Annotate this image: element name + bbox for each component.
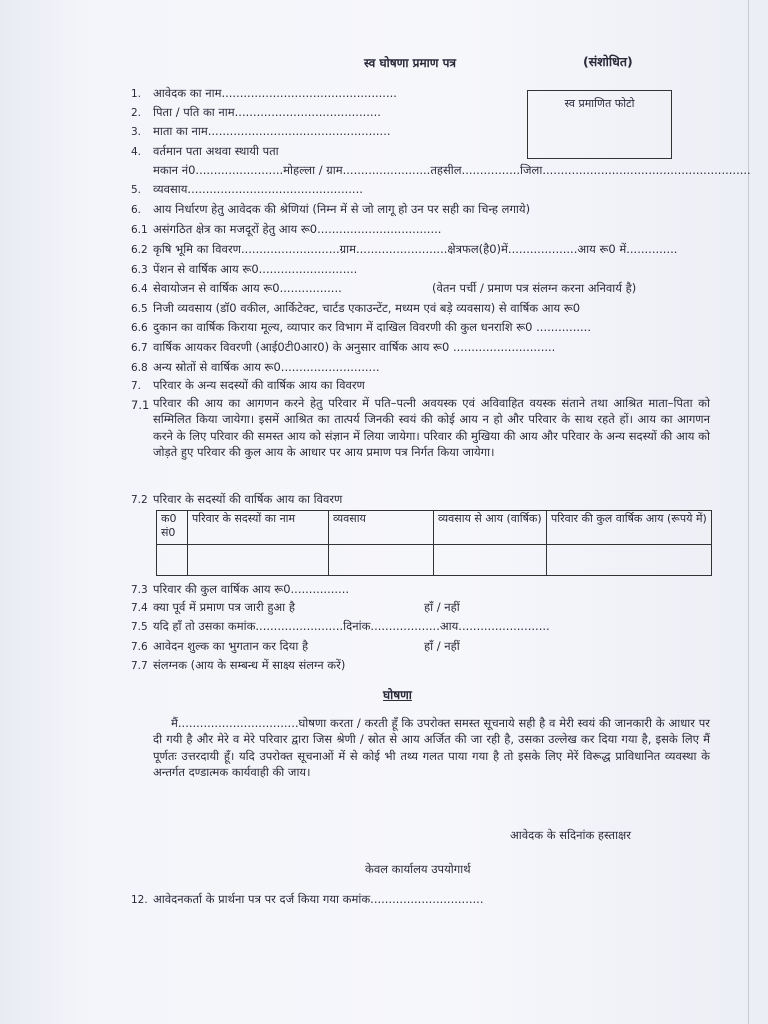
item-7: 7. परिवार के अन्य सदस्यों की वार्षिक आय का विवरण <box>131 378 365 392</box>
item-7-1-num: 7.1 <box>131 398 150 412</box>
col-header-serial: क0 सं0 <box>157 511 188 545</box>
table-cell[interactable] <box>547 545 712 576</box>
document-title: स्व घोषणा प्रमाण पत्र <box>364 56 457 70</box>
item-7-6: 7.6 आवेदन शुल्क का भुगतान कर दिया है <box>131 639 309 653</box>
item-7-4: 7.4 क्या पूर्व में प्रमाण पत्र जारी हुआ है <box>131 600 295 614</box>
table-cell[interactable] <box>157 545 188 576</box>
col-header-occupation: व्यवसाय <box>329 511 434 545</box>
table-cell[interactable] <box>434 545 547 576</box>
photo-box <box>527 90 672 159</box>
col-header-member-name: परिवार के सदस्यों का नाम <box>188 511 329 545</box>
item-6-4-note: (वेतन पर्ची / प्रमाण पत्र संलग्न करना अनिवार्य है) <box>432 281 637 295</box>
applicant-signature-label: आवेदक के सदिनांक हस्ताक्षर <box>510 828 631 842</box>
item-income-categories: 6. आय निर्धारण हेतु आवेदक की श्रेणियां (निम्न में से जो लागू हो उन पर सही का चिन्ह लगाये) <box>131 202 531 216</box>
declaration-text: मैं.................................घोषणा करता / करती हूँ कि उपरोक्त समस्त सूचनाये सही है व मेरी स्वयं की जानकारी के आधार पर दी गयी है और मेरे व मेरे परिवार द्वारा जिस श्रेणी / स्रोत से आय अर्जित की जा रही है, उसका उल्लेख कर दिया गया है, इसके लिए मैं पूर्णतः उत्तरदायी हूँ। यदि उपरोक्त सूचनाओं में से कोई भी तथ्य गलत पाया गया है तो इसके लिए मेरें विरूद्ध प्राविधानित व्यवस्था के अन्तर्गत दण्डात्मक कार्यवाही की जाय। <box>153 716 710 780</box>
item-7-3: 7.3 परिवार की कुल वार्षिक आय रू0................ <box>131 582 349 596</box>
col-header-total-income: परिवार की कुल वार्षिक आय (रूपये में) <box>547 511 712 545</box>
item-6-4: 6.4 सेवायोजन से वार्षिक आय रू0................. <box>131 281 342 295</box>
table-cell[interactable] <box>329 545 434 576</box>
office-use-label: केवल कार्यालय उपयोगार्थ <box>365 862 471 876</box>
item-6-8: 6.8 अन्य स्रोतों से वार्षिक आय रू0........................... <box>131 360 380 374</box>
item-6-7: 6.7 वार्षिक आयकर विवरणी (आई0टी0आर0) के अनुसार वार्षिक आय रू0 ............................ <box>131 340 556 354</box>
page-edge <box>748 0 749 1024</box>
item-7-4-answer: हॉं / नहीं <box>424 600 460 614</box>
item-applicant-name: 1. आवेदक का नाम................................................ <box>131 86 397 100</box>
item-12: 12. आवेदनकर्ता के प्रार्थना पत्र पर दर्ज किया गया कमांक............................... <box>131 892 484 906</box>
table-cell[interactable] <box>188 545 329 576</box>
table-header-row <box>157 511 712 545</box>
item-occupation: 5. व्यवसाय................................................ <box>131 182 363 196</box>
photo-label: स्व प्रमाणित फोटो <box>564 97 635 110</box>
revised-label: (संशोधित) <box>583 54 633 69</box>
item-7-6-answer: हॉं / नहीं <box>424 639 460 653</box>
item-6-6: 6.6 दुकान का वार्षिक किराया मूल्य, व्यापार कर विभाग में दाखिल विवरणी की कुल धनराशि रू0 ............... <box>131 320 591 334</box>
item-6-3: 6.3 पेंशन से वार्षिक आय रू0........................... <box>131 262 358 276</box>
item-6-1: 6.1 असंगठित क्षेत्र का मजदूरों हेतु आय रू0.................................. <box>131 222 442 236</box>
declaration-heading: घोषणा <box>383 688 412 702</box>
item-mother-name: 3. माता का नाम.................................................. <box>131 124 391 138</box>
item-7-7: 7.7 संलग्नक (आय के सम्बन्ध में साक्ष्य संलग्न करें) <box>131 658 346 672</box>
item-7-5: 7.5 यदि हॉं तो उसका कमांक........................दिनांक...................आय......................... <box>131 619 550 633</box>
table-row <box>157 545 712 576</box>
item-address: 4. वर्तमान पता अथवा स्थायी पता <box>131 144 279 158</box>
col-header-occupation-income: व्यवसाय से आय (वार्षिक) <box>434 511 547 545</box>
item-father-name: 2. पिता / पति का नाम........................................ <box>131 105 381 119</box>
item-7-2: 7.2 परिवार के सदस्यों की वार्षिक आय का विवरण <box>131 492 343 506</box>
item-6-5: 6.5 निजी व्यवसाय (डॉ0 वकील, आर्किटेक्ट, चार्टड एकाउन्टेंट, मध्यम एवं बड़े व्यवसाय) से वार्षिक आय रू0 <box>131 301 581 315</box>
family-income-table <box>156 510 712 576</box>
item-address-detail: मकान नं0........................मोहल्ला / ग्राम........................तहसील................जिला......................................................... <box>153 163 751 177</box>
item-6-2: 6.2 कृषि भूमि का विवरण...........................ग्राम.........................क्षेत्रफल(है0)में...................आय रू0 में.............. <box>131 242 678 256</box>
item-7-1-text: परिवार की आय का आगणन करने हेतु परिवार में पति–पत्नी अवयस्क एवं अविवाहित वयस्क संताने तथा आश्रित माता–पिता को सम्मिलित किया जायेगा। इसमें आश्रित का तात्पर्य जिनकी स्वयं की कोई आय न हो और परिवार के साथ रहते हों। आय का आगणन करने के लिए परिवार की समस्त आय को संज्ञान में लिया जायेगा। परिवार की मुखिया की आय और परिवार के अन्य सदस्यों की आय को जोड़ते हुए परिवार की कुल आय के आधार पर आय प्रमाण पत्र निर्गत किया जायेगा। <box>153 396 710 460</box>
